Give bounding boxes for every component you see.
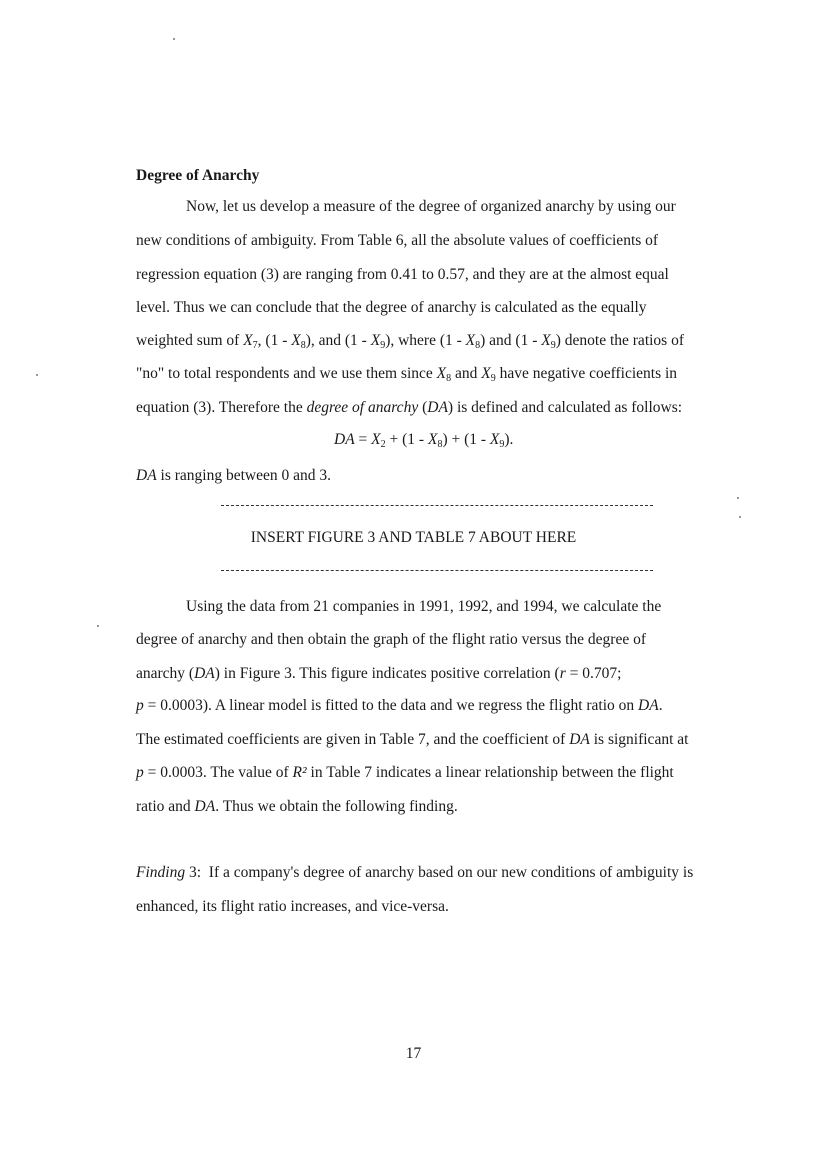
paragraph-2-line-5: The estimated coefficients are given in Table 7, and the coefficient of DA is significant at <box>136 731 689 748</box>
paragraph-2-line-2: degree of anarchy and then obtain the graph of the flight ratio versus the degree of <box>136 631 647 648</box>
finding-line-2: enhanced, its flight ratio increases, and vice-versa. <box>136 898 449 915</box>
paragraph-2-line-6: p = 0.0003. The value of R² in Table 7 indicates a linear relationship between the flight <box>136 764 674 781</box>
paragraph-1-line-7: equation (3). Therefore the degree of anarchy (DA) is defined and calculated as follows: <box>136 399 683 416</box>
paragraph-1-line-3: regression equation (3) are ranging from 0.41 to 0.57, and they are at the almost equal <box>136 266 669 283</box>
paragraph-2-line-4: p = 0.0003). A linear model is fitted to the data and we regress the flight ratio on DA. <box>136 697 663 714</box>
scan-speck <box>173 38 175 40</box>
equation: DA = $X_2 + (1 - X_8) + (1 - X_9)$. <box>334 431 514 450</box>
scan-speck <box>739 516 741 518</box>
separator-top <box>221 505 653 506</box>
finding-line-1: Finding 3: If a company's degree of anarchy based on our new conditions of ambiguity is <box>136 864 694 881</box>
separator-bottom <box>221 570 653 571</box>
paragraph-1-line-5: weighted sum of $X_7$, $(1 - X_8)$, and $(1 - X_9)$, where $(1 - X_8)$ and $(1 - X_9)$ denote the ratios of <box>136 332 684 351</box>
paragraph-1-line-2: new conditions of ambiguity. From Table 6, all the absolute values of coefficients of <box>136 232 659 249</box>
insert-figure-note: INSERT FIGURE 3 AND TABLE 7 ABOUT HERE <box>250 529 577 546</box>
finding-label: Finding <box>136 864 186 881</box>
scan-speck <box>36 374 38 376</box>
da-range-sentence: DA is ranging between 0 and 3. <box>136 467 332 484</box>
paragraph-2-line-7: ratio and DA. Thus we obtain the following finding. <box>136 798 458 815</box>
paragraph-2-line-3: anarchy (DA) in Figure 3. This figure indicates positive correlation (r = 0.707; <box>136 665 622 682</box>
paragraph-2-line-1: Using the data from 21 companies in 1991, 1992, and 1994, we calculate the <box>186 598 662 615</box>
page-number: 17 <box>405 1045 422 1062</box>
scan-speck <box>97 625 99 627</box>
section-heading: Degree of Anarchy <box>136 167 260 184</box>
paragraph-1-line-6: "no" to total respondents and we use them since $X_8$ and $X_9$ have negative coefficients in <box>136 365 678 384</box>
paragraph-1-line-4: level. Thus we can conclude that the degree of anarchy is calculated as the equally <box>136 299 647 316</box>
scan-speck <box>737 497 739 499</box>
paragraph-1-line-1: Now, let us develop a measure of the degree of organized anarchy by using our <box>186 198 676 215</box>
